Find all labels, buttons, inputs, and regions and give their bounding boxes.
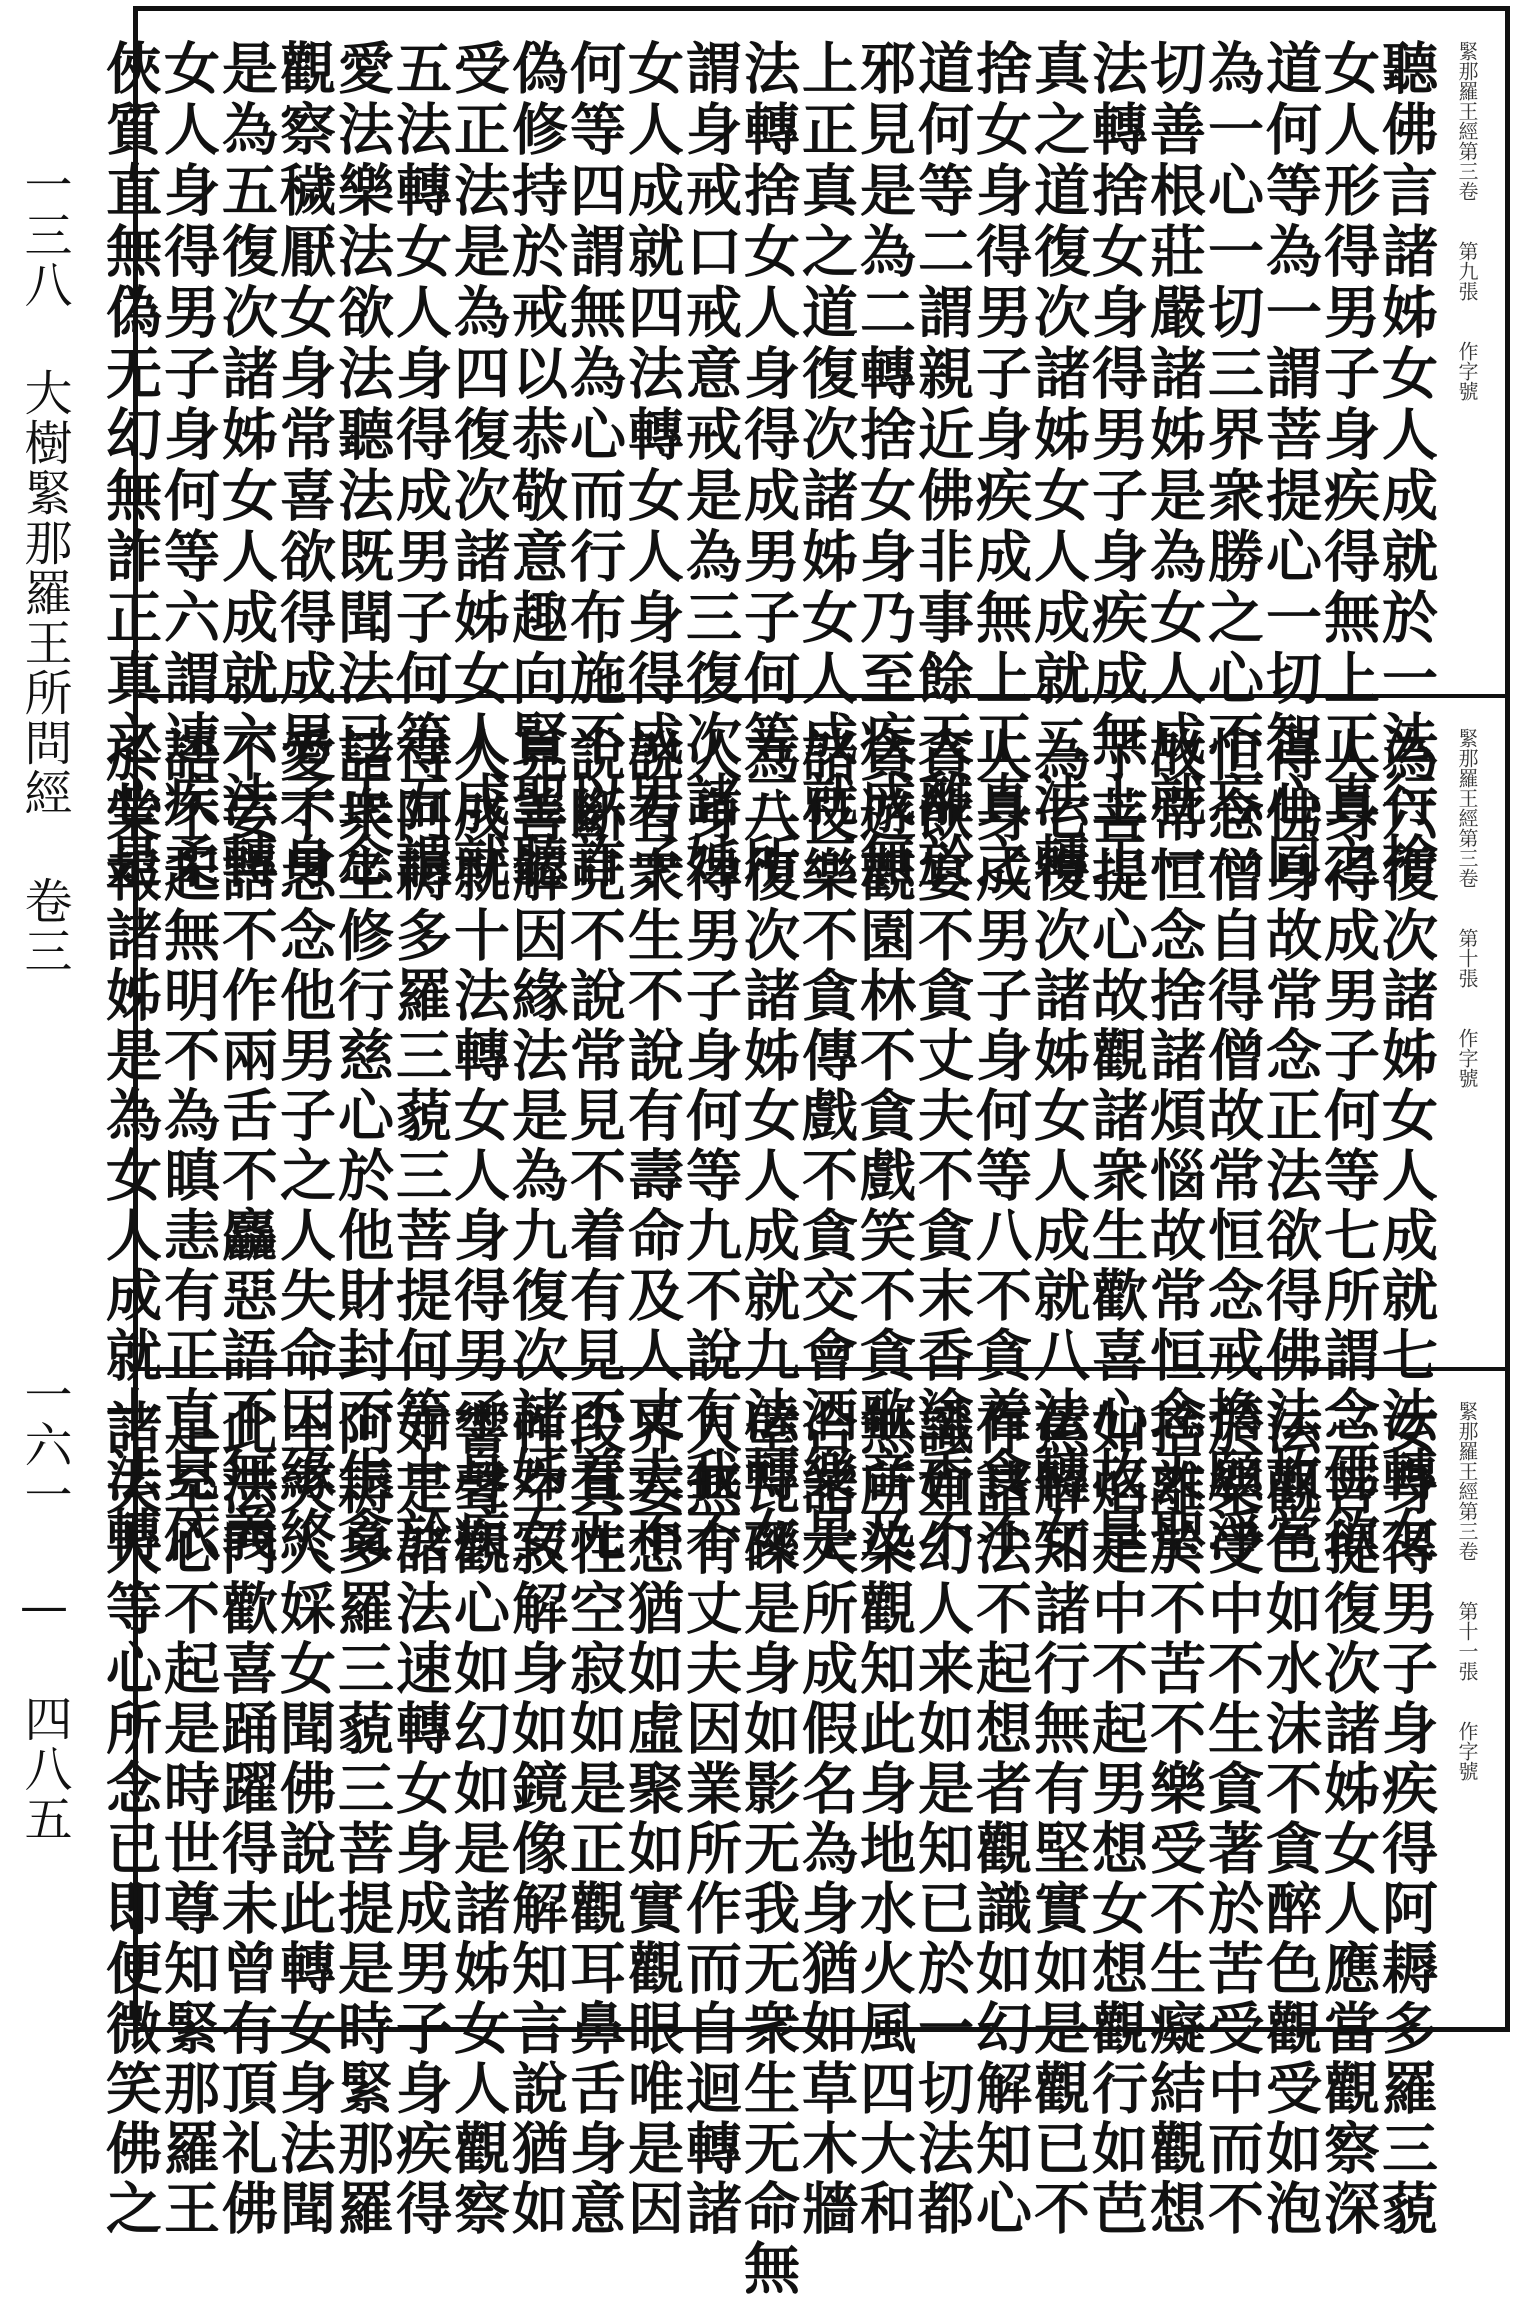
text-column: 俠質直無偽无幻無詐正真之心是 [97, 39, 163, 893]
header-mark: 作字號 [1455, 1721, 1479, 1781]
text-column: 法觀色如水沫不貪醉色觀受如泡 [1257, 1399, 1323, 2239]
text-column: 諸衆生修行慈心於他財封不生貪 [329, 726, 395, 1566]
text-column: 人身得成男子何等七所謂念佛欲 [1315, 726, 1381, 1566]
text-column: 語不起無明不為瞋恚有正直見依 [155, 726, 221, 1566]
header-sutra-title: 緊那羅王經第三卷 [1455, 1401, 1479, 1561]
panel-header-note [1447, 41, 1487, 641]
text-column: 故常恒念捨諸煩惱故常恒念天聖 [1141, 726, 1207, 1566]
text-column: 於樂受中不生貪著於苦受中而不 [1199, 1399, 1265, 2239]
margin-page-number: 一六一 — 四八五 [16, 1370, 72, 1844]
text-column: 法轉捨女人身得成男子何等三所 [735, 39, 801, 893]
text-column: 聽佛言諸姊女人成就於一法行捨 [1373, 39, 1439, 893]
text-column: 得阿耨多羅三藐三菩提何等十於 [387, 726, 453, 1566]
text-column: 觀察穢厭女身常喜欲得成男子身 [271, 39, 337, 893]
header-folio: 第十一張 [1455, 1601, 1479, 1681]
text-column: 蕉解知諸行無有堅實如是觀已不 [1025, 1399, 1091, 2239]
text-column: 合諸大所成假名為身猶如草木牆 [793, 1399, 859, 2239]
text-column: 得佛身故常念正法欲得佛法故常 [1257, 726, 1323, 1566]
text-column: 諸夫人等心所念已即便微笑佛之 [97, 1399, 163, 2239]
text-column: 三菩提復次諸姊女人應當觀察深 [1315, 1399, 1381, 2239]
text-column: 法轉捨女身得男子身疾成無上正 [1083, 39, 1149, 893]
text-column: 人身得男子身何等九不說有我不 [677, 726, 743, 1566]
text-column: 是為五復次諸姊女人成就六法轉 [213, 39, 279, 893]
text-column: 上正真之道復次諸姊女人成就三 [793, 39, 859, 893]
text-column: 人身成男子身何等八不貪着食不 [967, 726, 1033, 1566]
text-column: 捨女身得男子身疾成無上正真之 [967, 39, 1033, 893]
text-column: 為六復次諸姊女人成就七法轉女 [1373, 726, 1439, 1566]
text-column: 女人形得男子身疾得無上正真之 [1315, 39, 1381, 893]
text-column: 段其性空寂如是正觀耳鼻舌身意 [561, 1399, 627, 2239]
text-column: 五法轉女人身得成男子何等五謂 [387, 39, 453, 893]
text-column: 道何等二謂親近佛非事餘天離於 [909, 39, 975, 893]
text-block [97, 39, 1439, 893]
text-column: 為七復次諸姊女人成就八法轉女 [1025, 726, 1091, 1566]
text-column: 人成就十法轉女人身得男子身疾 [445, 726, 511, 1566]
text-block [97, 726, 1439, 1566]
text-column: 無所染觀知此身地水火風四大和 [851, 1399, 917, 2239]
header-sutra-title: 緊那羅王經第三卷 [1455, 41, 1479, 201]
text-column: 壁瓦礫是身如影无我无衆生无命無 [735, 1399, 801, 2299]
text-column: 說斷見不說常見不着有見不着无 [561, 726, 627, 1566]
text-column: 偽修持於戒以恭敬意趣向賢聖聽 [503, 39, 569, 893]
text-column: 性空寂解身如鏡像解知言說猶如 [503, 1399, 569, 2239]
text-column: 受正法是為四復次諸姊女人成就 [445, 39, 511, 893]
page-frame [97, 6, 1510, 2299]
text-panel-2 [97, 694, 1505, 1566]
text-column: 為八復次諸姊女人成就九法轉女 [735, 726, 801, 1566]
text-column: 見善解因緣法是為九復次諸姊女 [503, 726, 569, 1566]
text-column: 足至心不起是時世尊知緊那羅王 [155, 1399, 221, 2239]
text-column: 說有衆生不說有壽命及人丈夫不 [619, 726, 685, 1566]
text-panel-1 [97, 11, 1505, 893]
text-column: 女身得男子身疾得阿耨多羅三藐 [1373, 1399, 1439, 2239]
text-column: 貪遊觀園林不貪戲笑不貪歌音及 [851, 726, 917, 1566]
text-column: 作諸法不起想者觀識如幻解知心 [967, 1399, 1033, 2239]
panel-header-note [1447, 728, 1487, 1328]
text-column: 王夫人婇女聞佛說此轉女身法聞 [271, 1399, 337, 2239]
text-column: 愛不思念他男子之人失命因緣終 [271, 726, 337, 1566]
text-column: 捨離於不苦不樂受不生癡結觀想 [1141, 1399, 1207, 2239]
text-block [97, 1399, 1439, 2299]
text-column: 謂身戒口戒意戒是為三復次諸姊 [677, 39, 743, 893]
text-column: 人無有丈夫因業所作而自迴轉諸 [677, 1399, 743, 2239]
text-panel-3 [97, 1367, 1505, 2299]
header-folio: 第十張 [1455, 928, 1479, 988]
header-mark: 作字號 [1455, 1028, 1479, 1088]
text-column: 真之道復次諸姊女人成就二法轉 [1025, 39, 1091, 893]
header-sutra-title: 緊那羅王經第三卷 [1455, 728, 1479, 888]
text-column: 恒念僧自得僧故常恒念戒擔願淨 [1199, 726, 1265, 1566]
text-column: 為一心一切三界衆勝之心不忘一 [1199, 39, 1265, 893]
text-column: 了菩提心故觀諸衆生歡喜心故是 [1083, 726, 1149, 1566]
text-column: 道何等為一謂菩提心一切智心同 [1257, 39, 1323, 893]
header-mark: 作字號 [1455, 341, 1479, 401]
text-column: 此法門歡喜踊躍得未曾有頂礼佛 [213, 1399, 279, 2239]
text-column: 女人身得男子身何等六謂速疾柔 [155, 39, 221, 893]
text-column: 諸伎樂不貪傳戲不貪交會酒樂是 [793, 726, 859, 1566]
text-column: 界妄想猶如虛聚如實觀眼唯是因 [619, 1399, 685, 2239]
text-column: 識如幻人来如是知已於一切法都 [909, 1399, 975, 2239]
margin-title: 一三八 大樹緊那羅王所問經 卷三 [16, 160, 72, 976]
text-column: 貪飲宴不貪丈夫不貪末香塗香不 [909, 726, 975, 1566]
text-column: 於業報諸姊是為女人成就十法轉 [97, 726, 163, 1566]
text-column: 切善根莊嚴諸姊是為女人成就一 [1141, 39, 1207, 893]
text-column: 邪見是為二轉捨女身乃至疾成無 [851, 39, 917, 893]
panel-header-note [1447, 1401, 1487, 2001]
text-column: 響聲觀心如幻如是諸姊女人觀察 [445, 1399, 511, 2239]
text-column: 何等四謂無為心而行布施不以詐 [561, 39, 627, 893]
text-column: 女人成就四法轉女人身得成男子 [619, 39, 685, 893]
text-column: 如是諸法速轉女身成男子身疾得 [387, 1399, 453, 2239]
header-folio: 第九張 [1455, 241, 1479, 301]
text-column: 愛法樂法欲法聽法既聞法已正念 [329, 39, 395, 893]
text-column: 不妄語不作兩舌不麤惡語不無義 [213, 726, 279, 1566]
text-column: 阿耨多羅三藐三菩提是時緊那羅 [329, 1399, 395, 2239]
text-column: 如焰是中不起男想女想觀行如芭 [1083, 1399, 1149, 2239]
